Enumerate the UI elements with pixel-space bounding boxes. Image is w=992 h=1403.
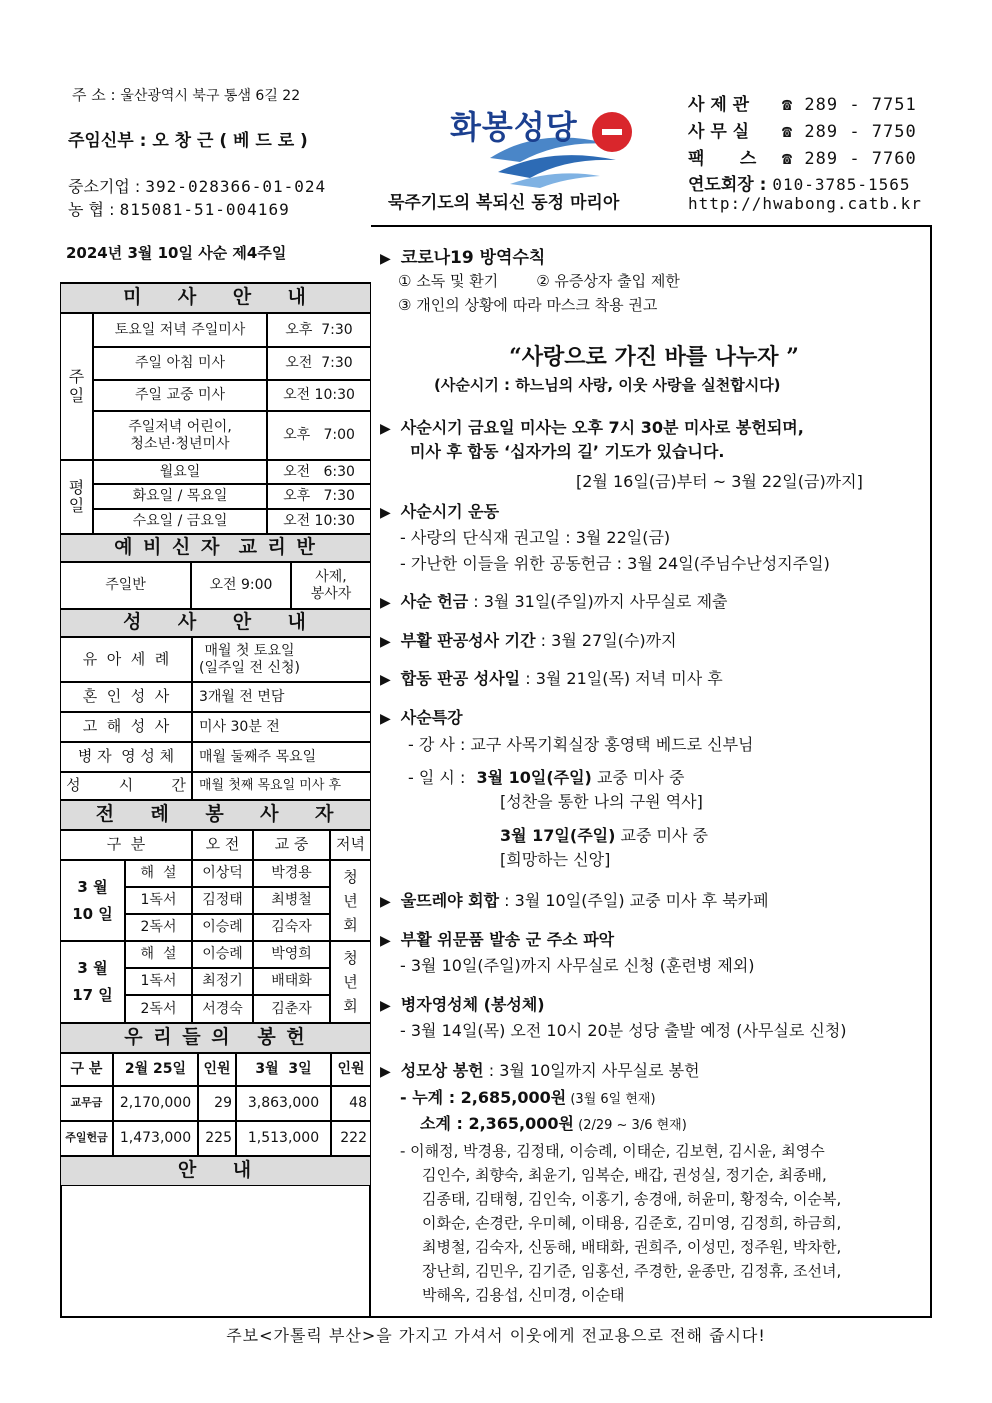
ultreya-text: : 3월 10일(주일) 교중 미사 후 북카페 bbox=[499, 891, 769, 910]
church-logo-block bbox=[380, 96, 680, 216]
friday-notice bbox=[380, 415, 804, 438]
servers-name: 김춘자 bbox=[253, 995, 330, 1023]
contact-value: ☎ 289 - 7750 bbox=[781, 122, 917, 142]
mass-name: 수요일 / 금요일 bbox=[93, 509, 267, 534]
bullet-icon: ▶ bbox=[380, 251, 391, 267]
servers-name: 이승례 bbox=[192, 941, 253, 968]
servers-name: 김숙자 bbox=[253, 914, 330, 941]
servers-col-head: 오 전 bbox=[192, 830, 253, 860]
patron-saint: 묵주기도의 복되신 동정 마리아 bbox=[388, 193, 620, 213]
ultreya-row bbox=[380, 888, 769, 911]
servers-name: 이상덕 bbox=[192, 860, 253, 887]
sacrament-name: 성 시 간 bbox=[60, 772, 192, 800]
contact-value: ☎ 289 - 7760 bbox=[781, 149, 917, 169]
mass-name: 화요일 / 목요일 bbox=[93, 484, 267, 509]
mass-time: 오전 10:30 bbox=[267, 509, 371, 534]
donor-line: 장난희, 김민우, 김기준, 임홍선, 주경한, 윤종만, 김정휴, 조선녀, bbox=[422, 1262, 842, 1280]
bullet-icon: ▶ bbox=[380, 998, 391, 1014]
sick-title-row bbox=[380, 992, 545, 1015]
sick-communion-text: - 3월 14일(목) 오전 10시 20분 성당 출발 예정 (사무실로 신청) bbox=[400, 1021, 847, 1040]
lecture-date: 3월 10일(주일) bbox=[476, 768, 592, 787]
sacrament-name: 혼 인 성 사 bbox=[60, 682, 192, 712]
servers-role: 1독서 bbox=[125, 968, 192, 995]
offering-header: 우 리 들 의 봉 헌 bbox=[60, 1023, 371, 1053]
sacrament-info: 매월 첫째 목요일 미사 후 bbox=[192, 772, 371, 800]
offering-count: 29 bbox=[198, 1086, 236, 1121]
website-link[interactable]: http://hwabong.catb.kr bbox=[688, 194, 922, 213]
servers-name: 서경숙 bbox=[192, 995, 253, 1023]
gift-text: - 3월 10일(주일)까지 사무실로 신청 (훈련병 제외) bbox=[400, 956, 755, 975]
contact-label: 사 무 실 bbox=[688, 122, 750, 142]
contact-value: 010-3785-1565 bbox=[772, 175, 911, 194]
servers-date: 3 월 10 일 bbox=[60, 860, 125, 941]
pastor-label: 주임신부 : bbox=[68, 131, 147, 151]
donor-line: 김인수, 최향숙, 최윤기, 임복순, 배갑, 권성실, 정기순, 최종배, bbox=[422, 1166, 827, 1184]
bullet-icon: ▶ bbox=[380, 894, 391, 910]
offering-amount: 1,473,000 bbox=[113, 1121, 198, 1156]
movement-item: - 가난한 이들을 위한 공동헌금 : 3월 24일(주님수난성지주일) bbox=[400, 554, 830, 573]
movement-title: 사순시기 운동 bbox=[400, 502, 500, 521]
offering-count: 225 bbox=[198, 1121, 236, 1156]
bullet-icon: ▶ bbox=[380, 933, 391, 949]
statue-total-amount: - 누계 : 2,685,000원 bbox=[400, 1088, 567, 1107]
friday-line: 미사 후 합동 ‘십자가의 길’ 기도가 있습니다. bbox=[410, 442, 725, 461]
slogan: “사랑으로 가진 바를 나누자 ” bbox=[509, 344, 799, 370]
movement-item: - 사랑의 단식재 권고일 : 3월 22일(금) bbox=[400, 528, 671, 547]
servers-role: 2독서 bbox=[125, 995, 192, 1023]
bullet-icon: ▶ bbox=[380, 505, 391, 521]
covid-rules-row bbox=[398, 270, 680, 291]
lecture-speaker: - 강 사 : 교구 사목기획실장 홍영택 베드로 신부님 bbox=[408, 735, 754, 754]
servers-name: 박경용 bbox=[253, 860, 330, 887]
bank1-account: 392-028366-01-024 bbox=[145, 177, 327, 196]
donor-line: 최병철, 김숙자, 신동해, 배태화, 권희주, 이성민, 정주원, 박차한, bbox=[422, 1238, 842, 1256]
bullet-icon: ▶ bbox=[380, 711, 391, 727]
covid-title: 코로나19 방역수칙 bbox=[400, 248, 546, 268]
address: 울산광역시 북구 통샘 6길 22 bbox=[120, 88, 301, 104]
sunday-label: 주일 bbox=[60, 313, 93, 460]
offering-col-head: 2월 25일 bbox=[113, 1053, 198, 1086]
bullet-icon: ▶ bbox=[380, 1064, 391, 1080]
mass-time: 오전 10:30 bbox=[267, 380, 371, 411]
servers-date: 3 월 17 일 bbox=[60, 941, 125, 1023]
contact-fax bbox=[688, 144, 917, 169]
covid-rule: ③ 개인의 상황에 따라 마스크 착용 권고 bbox=[398, 296, 658, 314]
contact-president bbox=[688, 170, 911, 195]
lecture-date-row bbox=[408, 765, 684, 788]
servers-name: 이승례 bbox=[192, 914, 253, 941]
confession-text: : 3월 27일(수)까지 bbox=[535, 631, 677, 650]
statue-subtotal-note: (2/29 ~ 3/6 현재) bbox=[574, 1118, 687, 1133]
covid-rule: ② 유증상자 출입 제한 bbox=[536, 272, 680, 290]
servers-name: 박영희 bbox=[253, 941, 330, 968]
mass-time: 오전 7:30 bbox=[267, 347, 371, 380]
date-title: 2024년 3월 10일 사순 제4주일 bbox=[60, 225, 371, 283]
offering-amount: 2,170,000 bbox=[113, 1086, 198, 1121]
catechumen-class: 주일반 bbox=[60, 562, 191, 609]
servers-header: 전 례 봉 사 자 bbox=[60, 800, 371, 830]
mass-time: 오전 6:30 bbox=[267, 460, 371, 484]
lent-offering-row bbox=[380, 589, 728, 612]
lecture-date: 3월 17일(주일) bbox=[500, 826, 616, 845]
bank1-row bbox=[68, 174, 326, 197]
lecture-date-note: 교중 미사 중 bbox=[615, 826, 708, 845]
offering-amount: 3,863,000 bbox=[236, 1086, 331, 1121]
catechumen-header: 예 비 신 자 교 리 반 bbox=[60, 534, 371, 562]
statue-total bbox=[400, 1085, 656, 1108]
servers-col-head: 교 중 bbox=[253, 830, 330, 860]
address-row bbox=[72, 84, 300, 105]
servers-col-head: 구 분 bbox=[60, 830, 192, 860]
lecture-time-label: - 일 시 : bbox=[408, 768, 466, 787]
offering-count: 222 bbox=[331, 1121, 371, 1156]
servers-name: 최병철 bbox=[253, 887, 330, 914]
servers-name: 최정기 bbox=[192, 968, 253, 995]
sick-communion-title: 병자영성체 (봉성체) bbox=[400, 995, 545, 1014]
sacrament-name: 유 아 세 례 bbox=[60, 637, 192, 682]
servers-col-head: 저녁 bbox=[330, 830, 371, 860]
servers-role: 해 설 bbox=[125, 941, 192, 968]
offering-count: 48 bbox=[331, 1086, 371, 1121]
bullet-icon: ▶ bbox=[380, 421, 391, 437]
address-label: 주 소 : bbox=[72, 86, 116, 104]
bullet-icon: ▶ bbox=[380, 595, 391, 611]
friday-period: [2월 16일(금)부터 ~ 3월 22일(금)까지] bbox=[576, 472, 863, 491]
offering-amount: 1,513,000 bbox=[236, 1121, 331, 1156]
offering-type: 주일헌금 bbox=[60, 1121, 113, 1156]
contact-rectory bbox=[688, 90, 917, 115]
statue-subtotal bbox=[420, 1111, 687, 1134]
offering-col-head: 3월 3일 bbox=[236, 1053, 331, 1086]
bank2-account: 815081-51-004169 bbox=[119, 200, 290, 219]
lecture-title-row bbox=[380, 705, 463, 728]
ultreya-title: 울뜨레야 회합 bbox=[400, 891, 500, 910]
offering-col-head: 인원 bbox=[331, 1053, 371, 1086]
gift-title-row bbox=[380, 927, 614, 950]
covid-rule: ① 소독 및 환기 bbox=[398, 272, 499, 290]
notice-header: 안 내 bbox=[60, 1156, 371, 1186]
mass-name: 주일 아침 미사 bbox=[93, 347, 267, 380]
contact-office bbox=[688, 117, 917, 142]
friday-line: 사순시기 금요일 미사는 오후 7시 30분 미사로 봉헌되며, bbox=[400, 418, 804, 437]
contact-label: 사 제 관 bbox=[688, 95, 750, 115]
slogan-sub: (사순시기 : 하느님의 사랑, 이웃 사랑을 실천합시다) bbox=[434, 376, 781, 394]
weekday-label: 평일 bbox=[60, 460, 93, 534]
mass-name: 주일저녁 어린이, 청소년·청년미사 bbox=[93, 411, 267, 460]
offering-col-head: 인원 bbox=[198, 1053, 236, 1086]
confession-title: 부활 판공성사 기간 bbox=[400, 631, 536, 650]
donor-line: - 이해정, 박경용, 김정태, 이승례, 이태순, 김보현, 김시윤, 최영수 bbox=[400, 1142, 825, 1160]
lecture-date-row bbox=[500, 823, 708, 846]
servers-evening: 청 년 회 bbox=[330, 860, 371, 941]
pastor-name: 오 창 근 ( 베 드 로 ) bbox=[152, 131, 308, 151]
sacrament-info: 3개월 전 면담 bbox=[192, 682, 371, 712]
bank2-label: 농 협 : bbox=[68, 200, 115, 219]
lecture-topic: [성찬을 통한 나의 구원 역사] bbox=[500, 792, 703, 811]
footer-note: 주보<가톨릭 부산>을 가지고 가셔서 이웃에게 전교용으로 전해 줍시다! bbox=[226, 1326, 766, 1345]
sacrament-name: 고 해 성 사 bbox=[60, 712, 192, 742]
statue-title: 성모상 봉헌 bbox=[400, 1061, 484, 1080]
catechumen-teacher: 사제, 봉사자 bbox=[291, 562, 371, 609]
sacrament-info: 미사 30분 전 bbox=[192, 712, 371, 742]
servers-name: 김정태 bbox=[192, 887, 253, 914]
joint-confession-text: : 3월 21일(목) 저녁 미사 후 bbox=[520, 669, 723, 688]
contact-label: 연도회장 : bbox=[688, 175, 767, 195]
offering-col-head: 구 분 bbox=[60, 1053, 113, 1086]
donor-line: 박해옥, 김용섭, 신미경, 이순태 bbox=[422, 1286, 625, 1304]
catechumen-time: 오전 9:00 bbox=[191, 562, 291, 609]
mass-time: 오후 7:30 bbox=[267, 313, 371, 347]
servers-role: 2독서 bbox=[125, 914, 192, 941]
sacrament-name: 병 자 영 성 체 bbox=[60, 742, 192, 772]
mass-name: 월요일 bbox=[93, 460, 267, 484]
servers-name: 배태화 bbox=[253, 968, 330, 995]
lecture-topic: [희망하는 신앙] bbox=[500, 850, 611, 869]
joint-confession-row bbox=[380, 666, 723, 689]
covid-title-row bbox=[380, 243, 545, 268]
gift-title: 부활 위문품 발송 군 주소 파악 bbox=[400, 930, 615, 949]
statue-row bbox=[380, 1058, 700, 1081]
statue-text: : 3월 10일까지 사무실로 봉헌 bbox=[483, 1061, 700, 1080]
bank2-row bbox=[68, 197, 290, 220]
servers-role: 해 설 bbox=[125, 860, 192, 887]
contact-value: ☎ 289 - 7751 bbox=[781, 95, 917, 115]
mass-name: 주일 교중 미사 bbox=[93, 380, 267, 411]
movement-title-row bbox=[380, 499, 499, 522]
bullet-icon: ▶ bbox=[380, 634, 391, 650]
pastor-row bbox=[68, 126, 308, 151]
mass-time: 오후 7:00 bbox=[267, 411, 371, 460]
servers-role: 1독서 bbox=[125, 887, 192, 914]
sacrament-info: 매월 첫 토요일 (일주일 전 신청) bbox=[192, 637, 371, 682]
statue-subtotal-amount: 소계 : 2,365,000원 bbox=[420, 1114, 574, 1133]
lent-offering-text: : 3월 31일(주일)까지 사무실로 제출 bbox=[468, 592, 728, 611]
bullet-icon: ▶ bbox=[380, 672, 391, 688]
mass-header: 미 사 안 내 bbox=[60, 283, 371, 313]
mass-name: 토요일 저녁 주일미사 bbox=[93, 313, 267, 347]
lecture-date-note: 교중 미사 중 bbox=[591, 768, 685, 787]
lecture-title: 사순특강 bbox=[400, 708, 463, 727]
statue-total-note: (3월 6일 현재) bbox=[566, 1092, 656, 1107]
offering-type: 교무금 bbox=[60, 1086, 113, 1121]
sacrament-header: 성 사 안 내 bbox=[60, 609, 371, 637]
bank1-label: 중소기업 : bbox=[68, 177, 141, 196]
donor-line: 이화순, 손경란, 우미혜, 이태용, 김준호, 김미영, 김정희, 하금희, bbox=[422, 1214, 842, 1232]
church-name: 화봉성당 bbox=[450, 108, 578, 146]
mass-time: 오후 7:30 bbox=[267, 484, 371, 509]
lent-offering-title: 사순 헌금 bbox=[400, 592, 469, 611]
donor-line: 김종태, 김태형, 김인숙, 이홍기, 송경애, 허윤미, 황정숙, 이순복, bbox=[422, 1190, 842, 1208]
sacrament-info: 매월 둘째주 목요일 bbox=[192, 742, 371, 772]
confession-row bbox=[380, 628, 677, 651]
contact-label: 팩 스 bbox=[688, 149, 757, 169]
joint-confession-title: 합동 판공 성사일 bbox=[400, 669, 521, 688]
servers-evening: 청 년 회 bbox=[330, 941, 371, 1023]
